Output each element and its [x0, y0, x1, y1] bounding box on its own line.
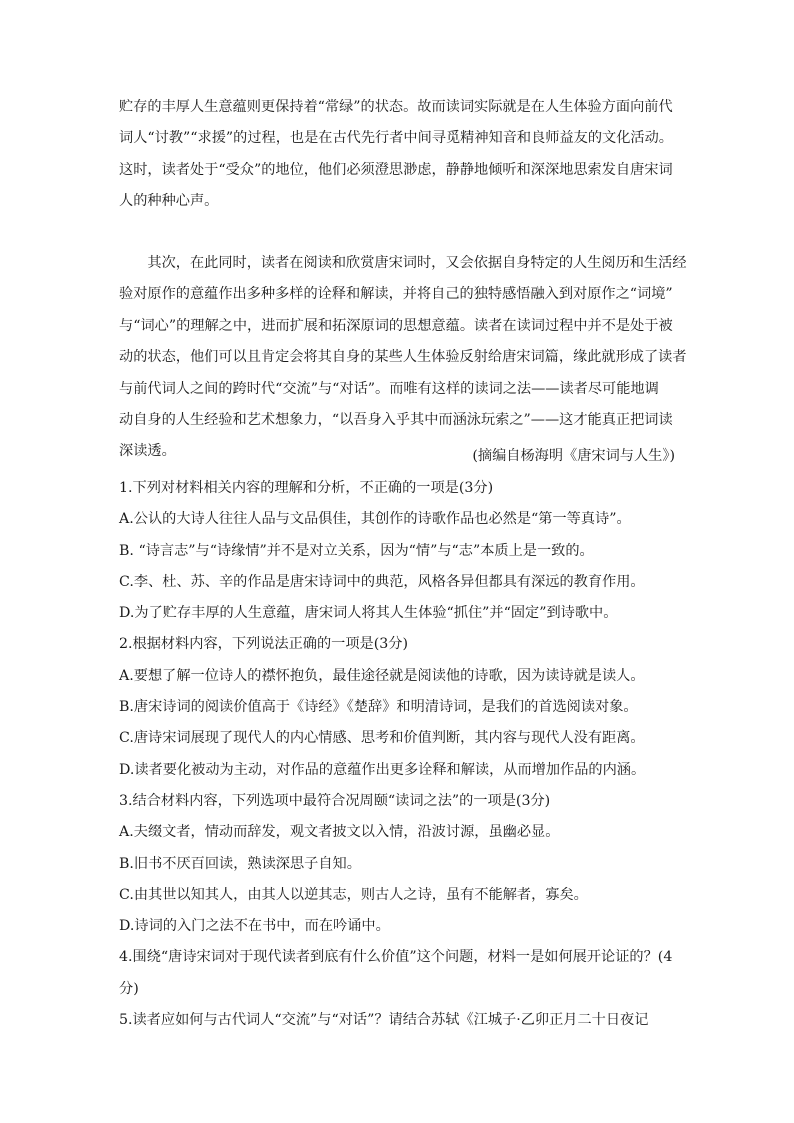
answer-option: A.公认的大诗人往往人品与文品俱佳，其创作的诗歌作品也必然是“第一等真诗”。 [119, 511, 631, 528]
question-stem-continued: 分) [119, 980, 139, 997]
text-line: 贮存的丰厚人生意蕴则更保持着“常绿”的状态。故而读词实际就是在人生体验方面向前代 [119, 99, 673, 115]
answer-option: A.夫缀文者，情动而辞发，观文者披文以入情，沿波讨源，虽幽必显。 [119, 824, 560, 841]
text-line: 动自身的人生经验和艺术想象力，“以吾身入乎其中而涵泳玩索之”——这才能真正把词读 [119, 412, 673, 429]
answer-option: B.唐宋诗词的阅读价值高于《诗经》《楚辞》和明清诗词，是我们的首选阅读对象。 [119, 699, 638, 716]
question-stem: 4.围绕“唐诗宋词对于现代读者到底有什么价值”这个问题，材料一是如何展开论证的？(4 [119, 949, 673, 966]
answer-option: B.旧书不厌百回读，熟读深思子自知。 [119, 855, 361, 872]
source-citation [119, 441, 675, 472]
question-stem: 1.下列对材料相关内容的理解和分析，不正确的一项是(3分) [119, 480, 494, 496]
question-list [119, 473, 675, 1036]
answer-option: A.要想了解一位诗人的襟怀抱负，最佳途径就是阅读他的诗歌，因为读诗就是读人。 [119, 667, 645, 684]
text-line: 这时，读者处于“受众”的地位，他们必须澄思渺虑，静静地倾听和深深地思索发自唐宋词 [119, 161, 673, 178]
question-stem: 2.根据材料内容，下列说法正确的一项是(3分) [119, 636, 409, 653]
answer-option: D.诗词的入门之法不在书中，而在吟诵中。 [119, 918, 390, 935]
text-line: 与“词心”的理解之中，进而扩展和拓深原词的思想意蕴。读者在读词过程中并不是处于被 [119, 317, 673, 334]
answer-option: D.读者要化被动为主动，对作品的意蕴作出更多诠释和解读，从而增加作品的内涵。 [119, 761, 646, 778]
answer-option: C.李、杜、苏、辛的作品是唐宋诗词中的典范，风格各异但都具有深远的教育作用。 [119, 573, 645, 590]
text-line: 验对原作的意蕴作出多种多样的诠释和解读，并将自己的独特感悟融入到对原作之“词境” [119, 286, 673, 303]
text-line: 动的状态，他们可以且肯定会将其自身的某些人生体验反射给唐宋词篇，缘此就形成了读者 [119, 349, 687, 366]
source-text: (摘编自杨海明《唐宋词与人生》) [472, 448, 675, 464]
text-line: 其次，在此同时，读者在阅读和欣赏唐宋词时，又会依据自身特定的人生阅历和生活经 [147, 255, 687, 271]
paragraph-1 [119, 92, 675, 218]
answer-option: C.由其世以知其人，由其人以逆其志，则古人之诗，虽有不能解者，寡矣。 [119, 886, 588, 903]
answer-option: B. “诗言志”与“诗缘情”并不是对立关系，因为“情”与“志”本质上是一致的。 [119, 542, 594, 559]
text-line: 人的种种心声。 [119, 193, 219, 210]
text-line: 词人“讨教”“求援”的过程，也是在古代先行者中间寻觅精神知音和良师益友的文化活动。 [119, 130, 673, 147]
text-line: 深读透。 [119, 443, 176, 460]
paragraph-2 [119, 248, 687, 468]
question-stem: 5.读者应如何与古代词人“交流”与“对话”？请结合苏轼《江城子·乙卯正月二十日夜记 [119, 1012, 649, 1029]
answer-option: D.为了贮存丰厚的人生意蕴，唐宋词人将其人生体验“抓住”并“固定”到诗歌中。 [119, 605, 618, 622]
text-line: 与前代词人之间的跨时代“交流”与“对话”。而唯有这样的读词之法——读者尽可能地调 [119, 380, 659, 397]
question-stem: 3.结合材料内容，下列选项中最符合况周颐“读词之法”的一项是(3分) [119, 792, 551, 809]
answer-option: C.唐诗宋词展现了现代人的内心情感、思考和价值判断，其内容与现代人没有距离。 [119, 730, 645, 747]
